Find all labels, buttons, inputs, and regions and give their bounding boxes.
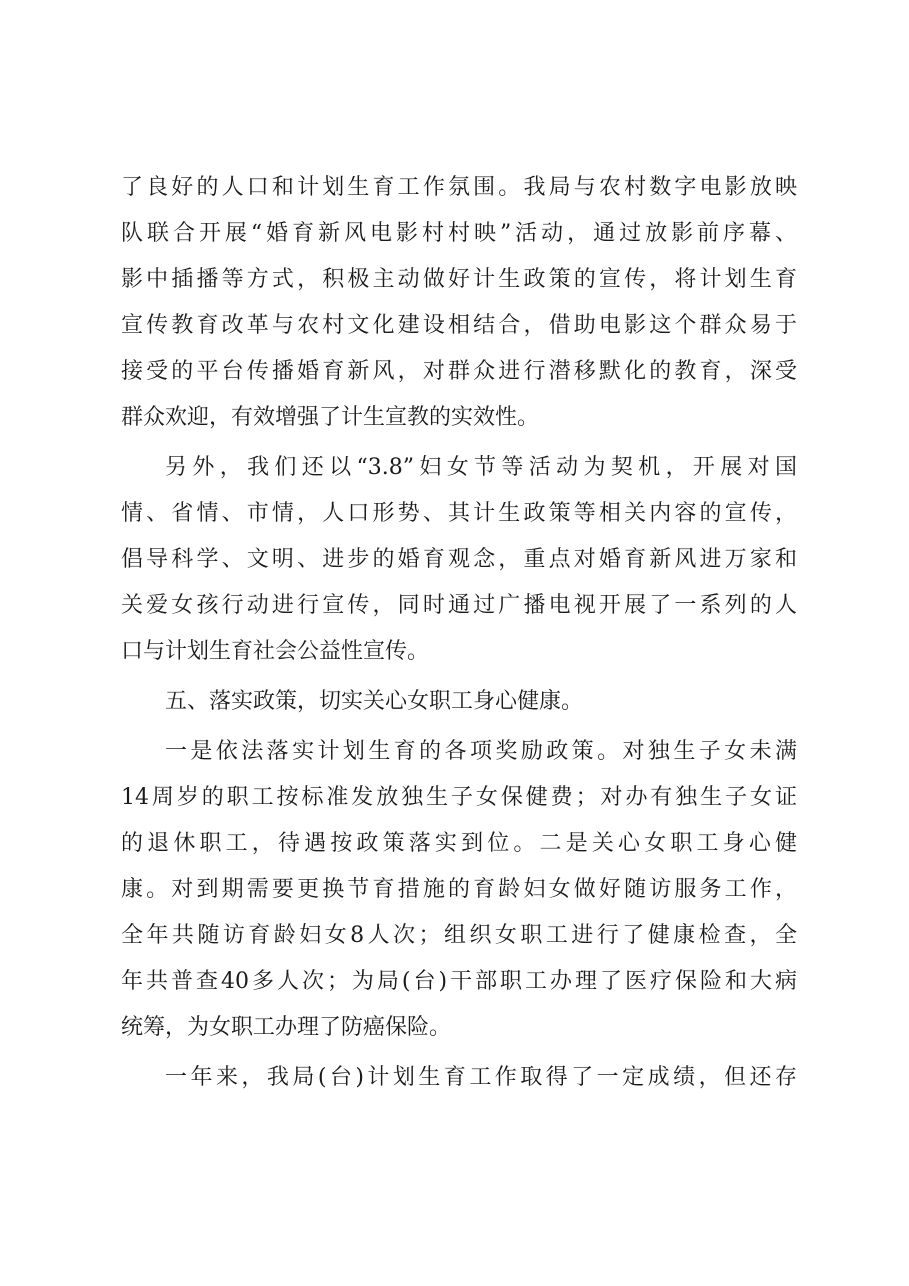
- text-line: 统筹，为女职工办理了防癌保险。: [121, 1015, 452, 1040]
- text-line: 一年来，我局(台)计划生育工作取得了一定成绩，但还存: [165, 1065, 797, 1090]
- text-line: 群众欢迎，有效增强了计生宣教的实效性。: [121, 405, 540, 430]
- text-line: 情、省情、市情，人口形势、其计生政策等相关内容的宣传，: [121, 501, 797, 526]
- text-line: 另外，我们还以“3.8”妇女节等活动为契机，开展对国: [165, 455, 797, 480]
- text-line: 关爱女孩行动进行宣传，同时通过广播电视开展了一系列的人: [121, 593, 797, 618]
- text-line: 年共普查40多人次；为局(台)干部职工办理了医疗保险和大病: [121, 969, 797, 994]
- text-line: 倡导科学、文明、进步的婚育观念，重点对婚育新风进万家和: [121, 547, 797, 572]
- text-line: 一是依法落实计划生育的各项奖励政策。对独生子女未满: [165, 739, 797, 764]
- text-line: 全年共随访育龄妇女8人次；组织女职工进行了健康检查，全: [121, 923, 797, 948]
- text-line: 口与计划生育社会公益性宣传。: [121, 639, 430, 664]
- text-line: 康。对到期需要更换节育措施的育龄妇女做好随访服务工作，: [121, 877, 797, 902]
- text-line: 的退休职工，待遇按政策落实到位。二是关心女职工身心健: [121, 831, 797, 856]
- section-heading: 五、落实政策，切实关心女职工身心健康。: [165, 689, 584, 714]
- text-line: 了良好的人口和计划生育工作氛围。我局与农村数字电影放映: [121, 175, 797, 200]
- text-line: 14周岁的职工按标准发放独生子女保健费；对办有独生子女证: [121, 785, 797, 810]
- text-line: 宣传教育改革与农村文化建设相结合，借助电影这个群众易于: [121, 313, 797, 338]
- text-line: 队联合开展“婚育新风电影村村映”活动，通过放影前序幕、: [121, 221, 797, 246]
- text-line: 影中插播等方式，积极主动做好计生政策的宣传，将计划生育: [121, 267, 797, 292]
- text-line: 接受的平台传播婚育新风，对群众进行潜移默化的教育，深受: [121, 359, 797, 384]
